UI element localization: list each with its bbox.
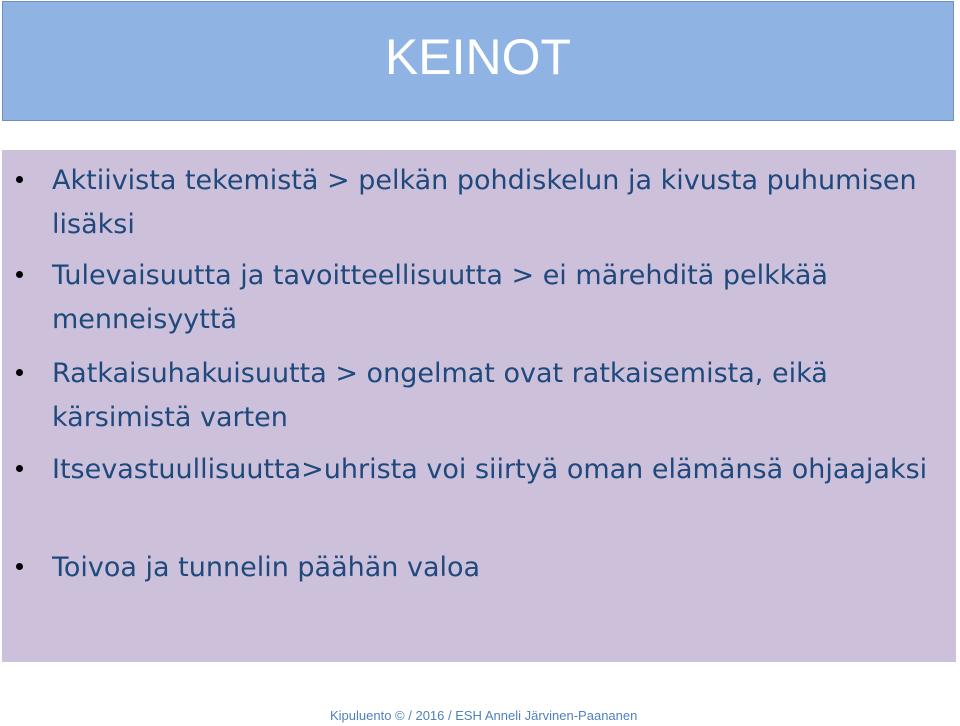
bullet-dot-icon — [16, 563, 23, 570]
bullet-dot-icon — [16, 176, 23, 183]
slide-title: KEINOT — [384, 29, 572, 85]
content-panel — [2, 150, 956, 662]
bullet-text-5: Toivoa ja tunnelin päähän valoa — [52, 552, 481, 583]
bullet-dot-icon — [16, 465, 23, 472]
title-banner — [2, 1, 954, 121]
bullet-text-4: Itsevastuullisuutta>uhrista voi siirtyä oman elämänsä ohjaajaksi — [52, 454, 928, 485]
bullet-text-3: Ratkaisuhakuisuutta > ongelmat ovat ratkaisemista, eikä kärsimistä varten — [52, 358, 828, 433]
bullet-dot-icon — [16, 271, 23, 278]
bullet-text-2: Tulevaisuutta ja tavoitteellisuutta > ei märehditä pelkkää menneisyyttä — [52, 260, 828, 335]
bullet-dot-icon — [16, 369, 23, 376]
slide-footer: Kipuluento © / 2016 / ESH Anneli Järvinen-Paananen — [330, 708, 638, 723]
bullet-text-1: Aktiivista tekemistä > pelkän pohdiskelun ja kivusta puhumisen lisäksi — [52, 165, 917, 240]
